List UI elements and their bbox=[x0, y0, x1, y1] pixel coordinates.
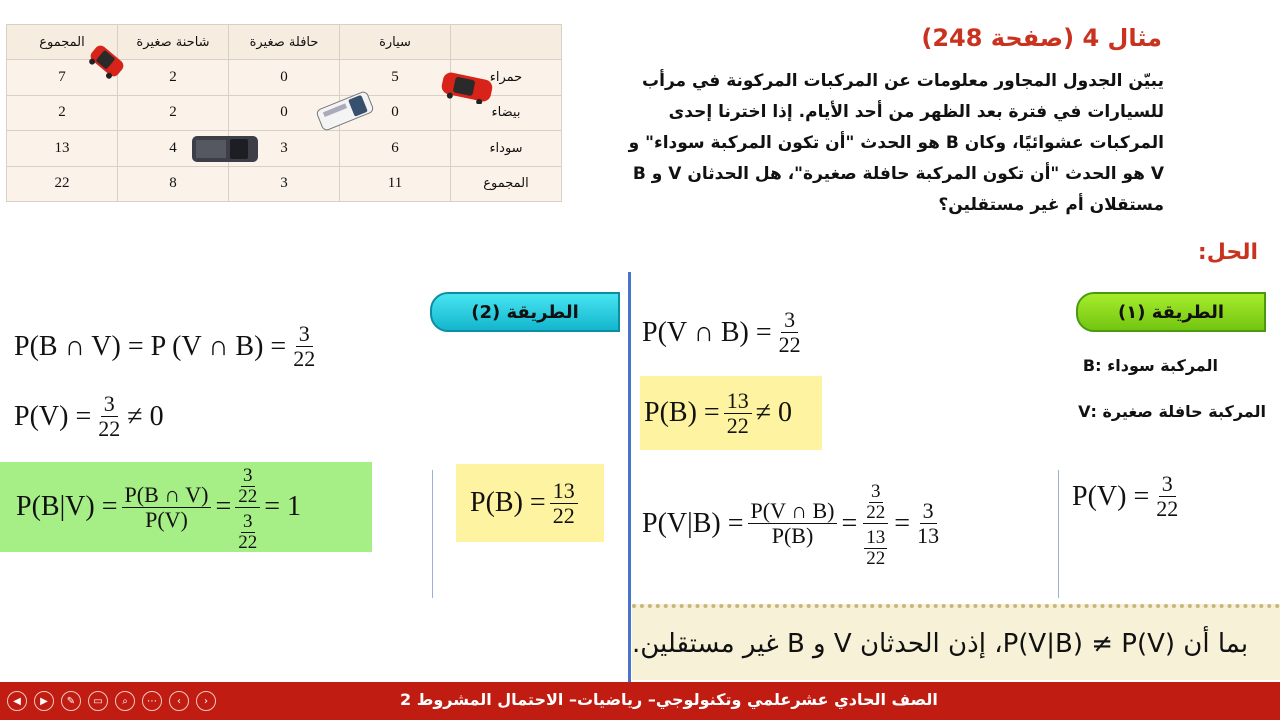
numerator: 3 bbox=[871, 481, 881, 502]
eq-tail: ≠ 0 bbox=[127, 400, 164, 432]
eq-result: = 1 bbox=[264, 491, 302, 522]
previous-icon[interactable]: ‹ bbox=[169, 691, 189, 711]
fraction bbox=[550, 479, 578, 528]
problem-line: للسيارات في فترة بعد الظهر من أحد الأيام. إذا اخترنا إحدى bbox=[668, 102, 1164, 122]
conclusion-text: بما أن P(V|B) ≠ P(V)، إذن الحدثان V و B غير مستقلين. bbox=[632, 629, 1249, 659]
numerator: P(B ∩ V) bbox=[122, 483, 212, 508]
table-cell: 2 bbox=[118, 95, 229, 130]
equals: = bbox=[215, 491, 232, 522]
eq-lhs: P(V) = bbox=[14, 400, 92, 432]
example-title: مثال 4 (صفحة 248) bbox=[921, 24, 1162, 52]
row-label: بيضاء bbox=[451, 95, 562, 130]
numerator: 3 bbox=[243, 510, 253, 532]
m2-eq-p-b bbox=[456, 464, 604, 542]
problem-line: يبيّن الجدول المجاور معلومات عن المركبات المركونة في مرأب bbox=[642, 71, 1164, 91]
table-cell: 7 bbox=[7, 60, 118, 95]
method2-banner bbox=[430, 292, 620, 332]
m2-eq-p-v bbox=[14, 392, 164, 441]
conclusion-box bbox=[632, 604, 1280, 680]
eq-lhs: P(B ∩ V) = P (V ∩ B) = bbox=[14, 330, 287, 362]
fraction bbox=[1153, 472, 1181, 521]
table-cell: 22 bbox=[7, 166, 118, 201]
row-label: المجموع bbox=[451, 166, 562, 201]
eq-lhs: P(V) = bbox=[1072, 480, 1150, 512]
header-car: سيارة bbox=[340, 25, 451, 60]
method2-label: الطريقة (2) bbox=[471, 301, 579, 323]
definition-v: المركبة حافلة صغيرة :V bbox=[1078, 402, 1266, 421]
table-cell: 4 bbox=[118, 131, 229, 166]
numerator: 13 bbox=[866, 527, 886, 548]
left-divider bbox=[432, 470, 433, 598]
denominator: 13 bbox=[917, 523, 940, 548]
table-row bbox=[7, 166, 562, 201]
table-cell: 0 bbox=[229, 95, 340, 130]
zoom-icon[interactable]: ⌕ bbox=[115, 691, 135, 711]
denominator: 22 bbox=[1156, 496, 1179, 521]
menu-icon[interactable]: ⋯ bbox=[142, 691, 162, 711]
footer-text: الصف الحادي عشرعلمي وتكنولوجي– رياضيات– الاحتمال المشروط 2 bbox=[400, 690, 938, 709]
center-divider bbox=[628, 272, 631, 682]
m1-eq-p-v bbox=[1072, 472, 1185, 521]
row-label: حمراء bbox=[451, 60, 562, 95]
table-cell: 0 bbox=[340, 95, 451, 130]
compound-fraction bbox=[235, 462, 260, 553]
numerator: 3 bbox=[296, 322, 313, 347]
fraction bbox=[776, 308, 804, 357]
fraction bbox=[290, 322, 318, 371]
table-cell: 0 bbox=[229, 60, 340, 95]
solution-label: الحل: bbox=[1197, 240, 1258, 265]
numerator: 3 bbox=[920, 499, 937, 524]
fraction bbox=[724, 389, 752, 438]
red-car-icon bbox=[438, 70, 496, 104]
table-cell: 2 bbox=[7, 95, 118, 130]
m1-eq-p-b bbox=[640, 376, 822, 450]
forward-icon[interactable]: ▶ bbox=[34, 691, 54, 711]
numerator: 3 bbox=[781, 308, 798, 333]
denominator: 22 bbox=[726, 412, 749, 438]
table-cell: 11 bbox=[340, 166, 451, 201]
denominator: 22 bbox=[238, 485, 258, 507]
next-icon[interactable]: › bbox=[196, 691, 216, 711]
header-minibus: حافلة صغيرة bbox=[229, 25, 340, 60]
method1-banner bbox=[1076, 292, 1266, 332]
denominator: 22 bbox=[866, 502, 886, 523]
m2-eq-p-b-given-v bbox=[0, 462, 372, 552]
problem-line: V هو الحدث "أن تكون المركبة حافلة صغيرة"، هل الحدثان V و B bbox=[632, 164, 1164, 184]
fraction bbox=[748, 499, 838, 548]
black-truck-icon bbox=[190, 130, 260, 168]
eq-lhs: P(B|V) = bbox=[16, 491, 118, 522]
denominator: 22 bbox=[293, 346, 316, 371]
right-divider bbox=[1058, 470, 1059, 598]
eq-tail: ≠ 0 bbox=[755, 397, 793, 428]
eq-lhs: P(B) = bbox=[644, 397, 720, 428]
definition-b: المركبة سوداء :B bbox=[1082, 356, 1218, 375]
fraction bbox=[122, 483, 212, 532]
numerator: 3 bbox=[101, 392, 118, 417]
method1-label: الطريقة (١) bbox=[1117, 301, 1225, 323]
numerator: 13 bbox=[724, 389, 752, 414]
fraction bbox=[914, 499, 942, 548]
page-icon[interactable]: ▭ bbox=[88, 691, 108, 711]
table-cell: 13 bbox=[7, 131, 118, 166]
back-icon[interactable]: ◀ bbox=[7, 691, 27, 711]
red-car-icon bbox=[84, 38, 130, 84]
eq-lhs: P(V ∩ B) = bbox=[642, 316, 772, 348]
problem-text bbox=[584, 66, 1164, 221]
denominator: 22 bbox=[866, 548, 886, 569]
problem-line: مستقلان أم غير مستقلين؟ bbox=[938, 195, 1164, 215]
denominator: P(B) bbox=[771, 523, 814, 548]
problem-line: المركبات عشوائيًا، وكان B هو الحدث "أن تكون المركبة سوداء" و bbox=[628, 133, 1164, 153]
denominator: 22 bbox=[238, 531, 258, 553]
denominator: 22 bbox=[98, 416, 121, 441]
numerator: 3 bbox=[243, 464, 253, 486]
white-minibus-icon bbox=[312, 88, 378, 134]
bottom-bar bbox=[0, 682, 1280, 720]
m1-eq-p-v-and-b bbox=[642, 308, 808, 357]
table-cell: 8 bbox=[118, 166, 229, 201]
table-cell: 2 bbox=[118, 60, 229, 95]
header-empty bbox=[451, 25, 562, 60]
header-total: المجموع bbox=[7, 25, 118, 60]
header-truck: شاحنة صغيرة bbox=[118, 25, 229, 60]
m2-eq-p-b-and-v bbox=[14, 322, 322, 371]
numerator: P(V ∩ B) bbox=[748, 499, 838, 524]
eq-lhs: P(B) = bbox=[470, 487, 546, 518]
equals: = bbox=[894, 507, 911, 539]
fraction bbox=[95, 392, 123, 441]
table-row bbox=[7, 131, 562, 166]
equals: = bbox=[841, 507, 858, 539]
numerator: 3 bbox=[1159, 472, 1176, 497]
table-cell: 3 bbox=[229, 131, 340, 166]
denominator: 22 bbox=[778, 332, 801, 357]
compound-fraction bbox=[861, 478, 890, 569]
denominator: 22 bbox=[552, 502, 575, 528]
pen-icon[interactable]: ✎ bbox=[61, 691, 81, 711]
row-label: سوداء bbox=[451, 131, 562, 166]
eq-lhs: P(V|B) = bbox=[642, 507, 744, 539]
denominator: P(V) bbox=[145, 506, 188, 532]
m1-eq-p-v-given-b bbox=[642, 478, 946, 569]
table-cell: 3 bbox=[229, 166, 340, 201]
table-cell: 5 bbox=[340, 60, 451, 95]
table-cell: 6 bbox=[340, 131, 451, 166]
numerator: 13 bbox=[550, 479, 578, 504]
